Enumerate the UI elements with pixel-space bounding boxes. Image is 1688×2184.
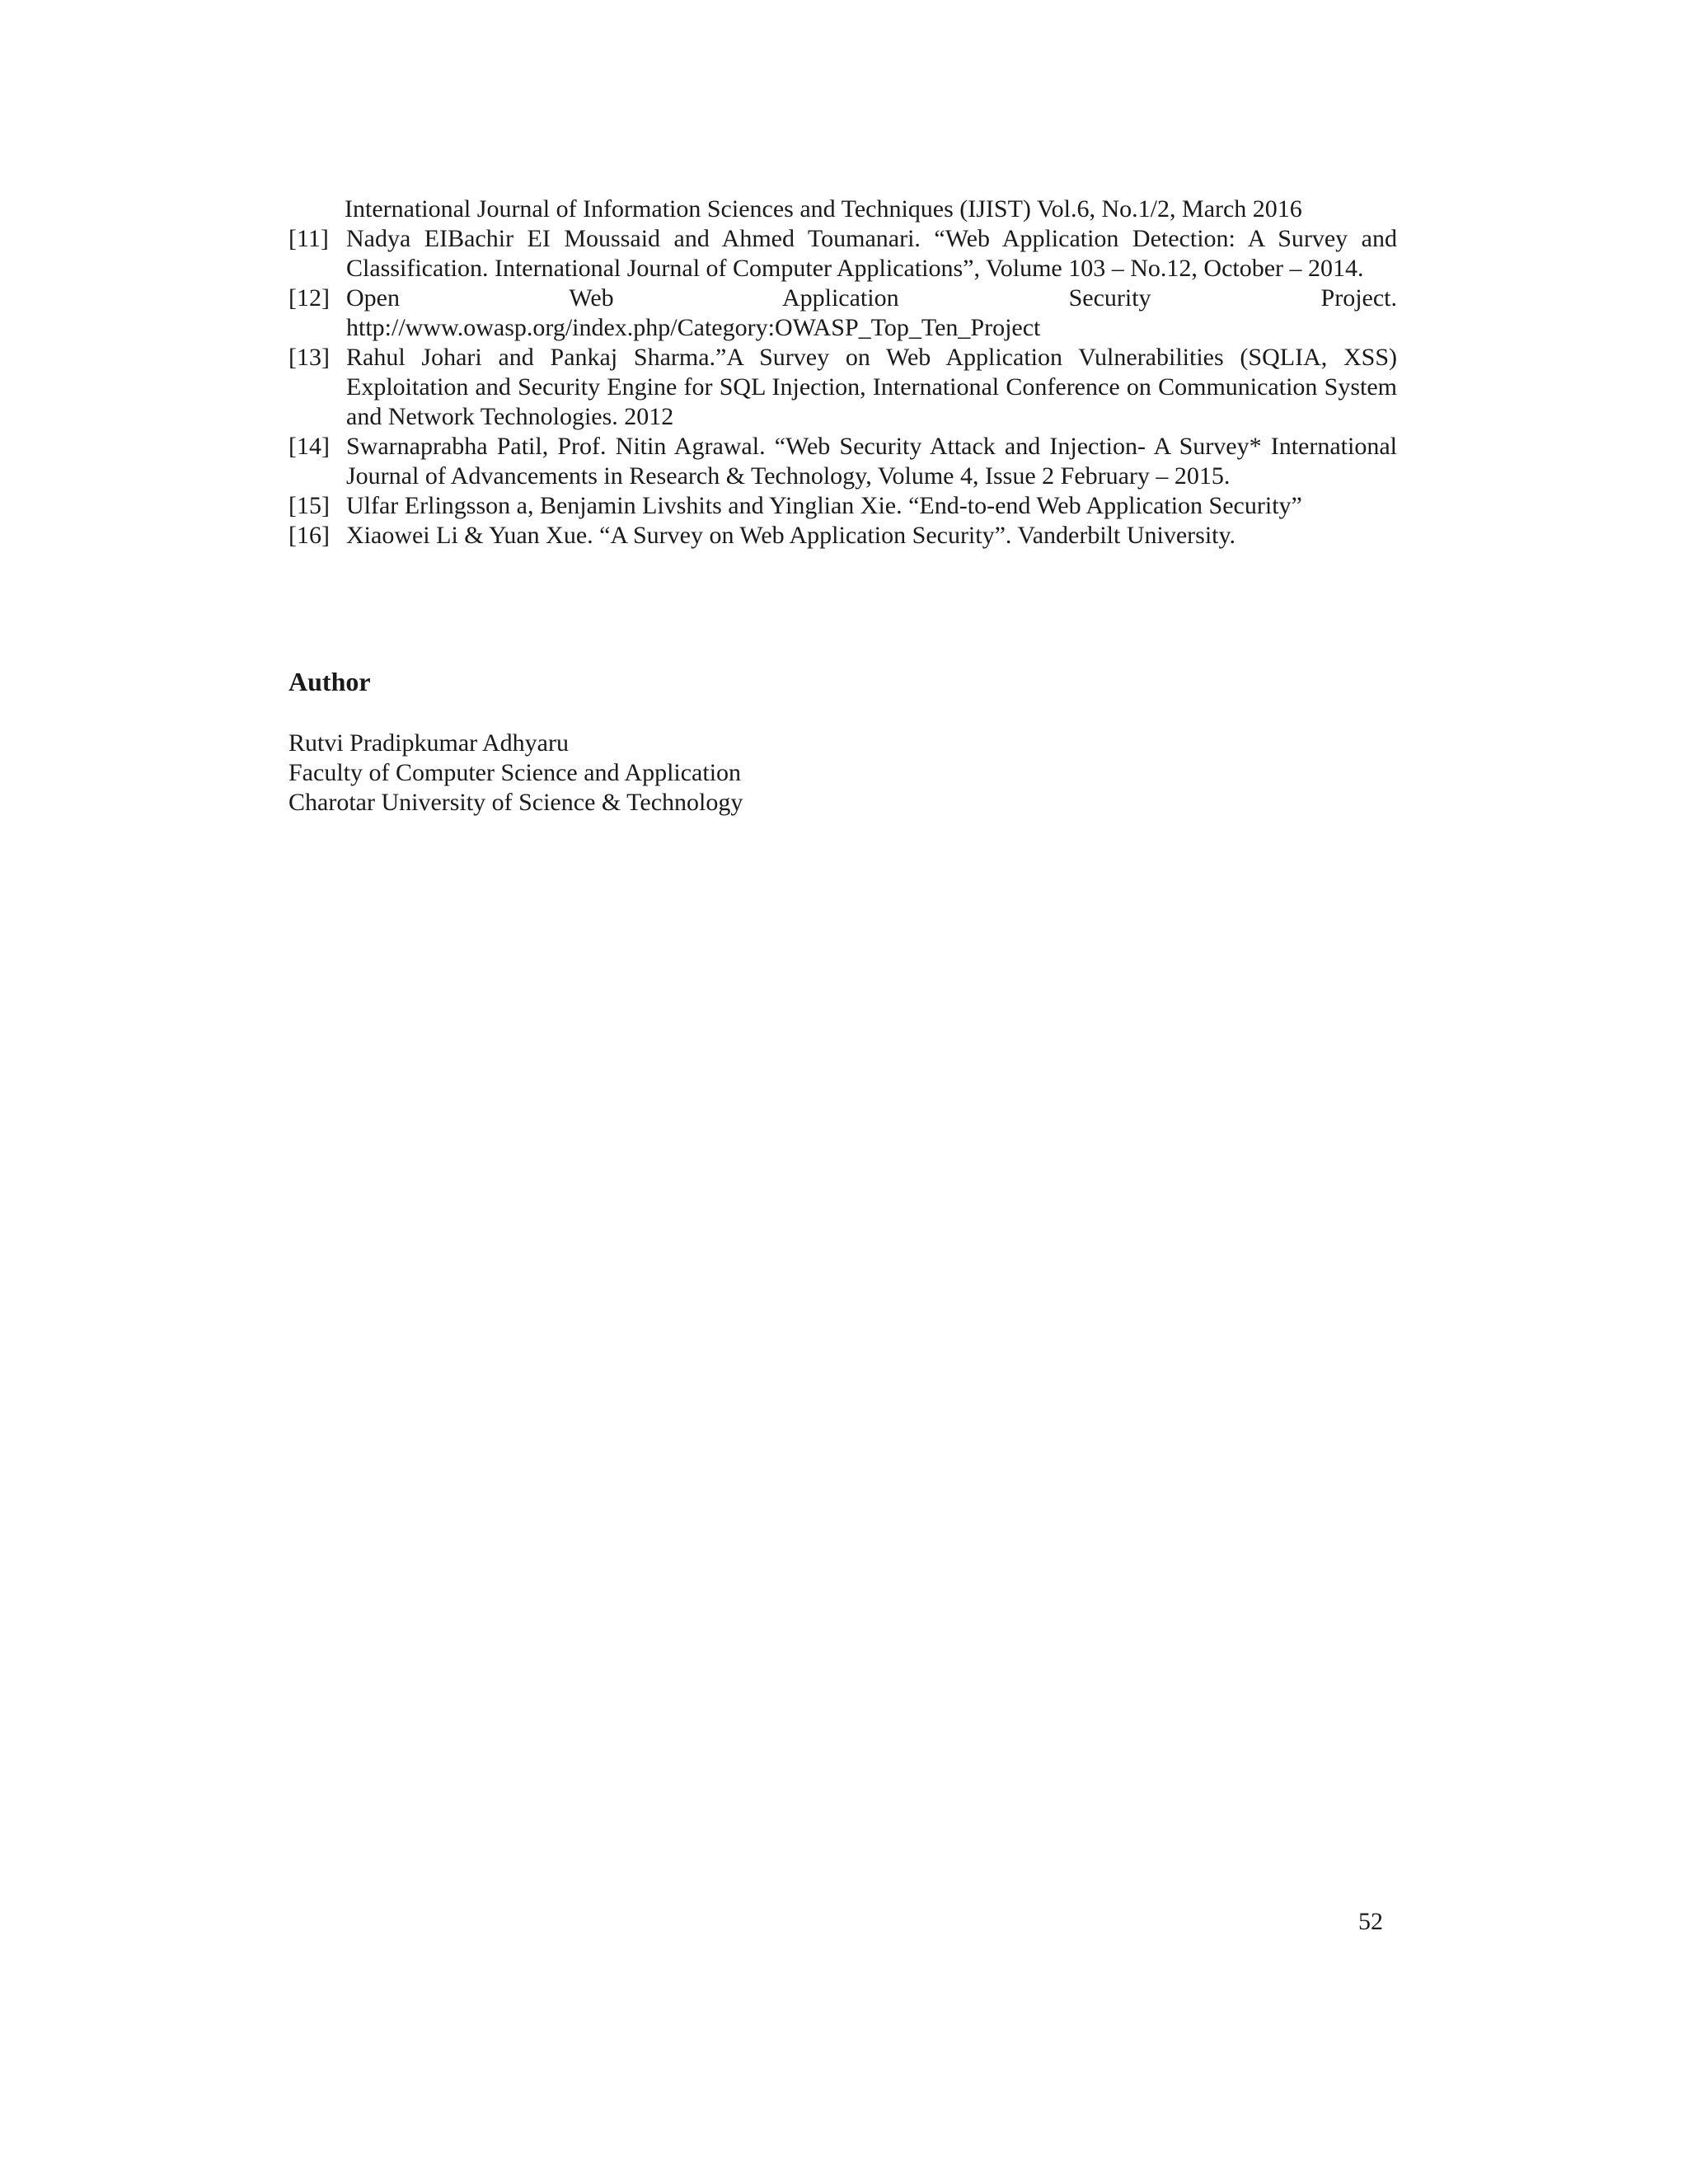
reference-number: [13] bbox=[288, 344, 330, 371]
reference-15 bbox=[288, 491, 1397, 521]
reference-text: Ulfar Erlingsson a, Benjamin Livshits and Yinglian Xie. “End-to-end Web Application Security” bbox=[346, 492, 1302, 519]
reference-number: [12] bbox=[288, 284, 330, 312]
author-heading: Author bbox=[288, 667, 371, 696]
author-faculty: Faculty of Computer Science and Application bbox=[288, 759, 742, 786]
reference-14 bbox=[288, 432, 1397, 491]
reference-text: Rahul Johari and Pankaj Sharma.”A Survey on Web Application Vulnerabilities (SQLIA, XSS) Exploitation and Security Engine for SQL Injection, International Conference on Communication System and Network Technologies. 2012 bbox=[346, 344, 1397, 430]
author-university: Charotar University of Science & Technology bbox=[288, 789, 743, 816]
reference-text: Nadya EIBachir EI Moussaid and Ahmed Toumanari. “Web Application Detection: A Survey and Classification. International Journal of Computer Applications”, Volume 103 – No.12, October – 2014. bbox=[346, 225, 1397, 282]
reference-number: [11] bbox=[288, 225, 329, 252]
page-number: 52 bbox=[1358, 1908, 1383, 1935]
reference-number: [14] bbox=[288, 433, 330, 460]
author-details bbox=[288, 729, 743, 818]
reference-text: Xiaowei Li & Yuan Xue. “A Survey on Web Application Security”. Vanderbilt University. bbox=[346, 522, 1236, 549]
reference-number: [15] bbox=[288, 492, 330, 519]
reference-text-line: Open Web Application Security Project. bbox=[346, 284, 1397, 312]
reference-url: http://www.owasp.org/index.php/Category:OWASP_Top_Ten_Project bbox=[346, 314, 1041, 341]
reference-text bbox=[346, 284, 1397, 343]
reference-12 bbox=[288, 284, 1397, 343]
running-header: International Journal of Information Sciences and Techniques (IJIST) Vol.6, No.1/2, March 2016 bbox=[345, 195, 1302, 223]
reference-list bbox=[288, 224, 1397, 551]
reference-number: [16] bbox=[288, 522, 330, 549]
reference-text: Swarnaprabha Patil, Prof. Nitin Agrawal. “Web Security Attack and Injection- A Survey* International Journal of Advancements in Research & Technology, Volume 4, Issue 2 February – 2015. bbox=[346, 433, 1397, 490]
reference-11 bbox=[288, 224, 1397, 284]
reference-13 bbox=[288, 343, 1397, 432]
reference-16 bbox=[288, 521, 1397, 551]
author-name: Rutvi Pradipkumar Adhyaru bbox=[288, 729, 569, 757]
